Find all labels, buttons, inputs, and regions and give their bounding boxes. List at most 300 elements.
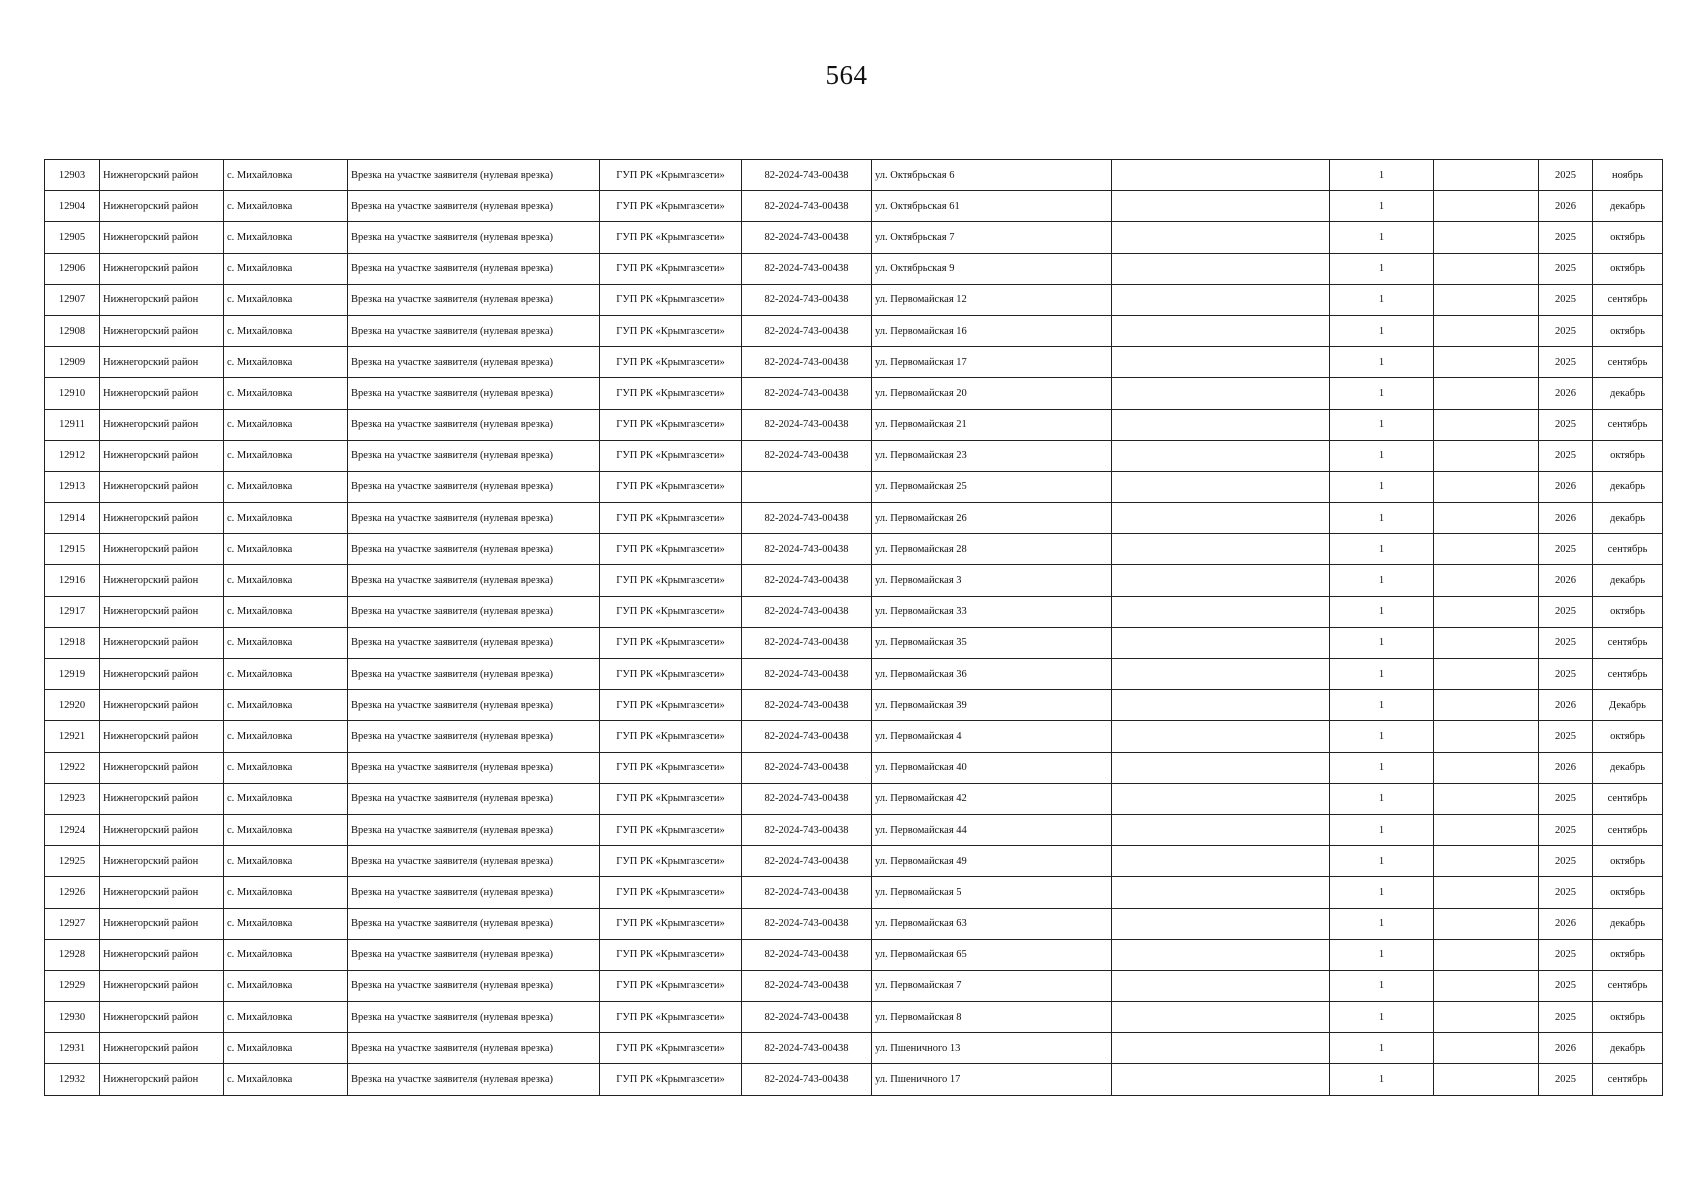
row-number-cell: 12920 xyxy=(45,690,100,721)
settlement-cell: с. Михайловка xyxy=(224,752,348,783)
empty-cell xyxy=(1112,659,1330,690)
organization-cell: ГУП РК «Крымгазсети» xyxy=(600,253,742,284)
row-number-cell: 12926 xyxy=(45,877,100,908)
address-cell: ул. Первомайская 42 xyxy=(872,783,1112,814)
district-cell: Нижнегорский район xyxy=(100,1033,224,1064)
row-number-cell: 12915 xyxy=(45,534,100,565)
empty-cell xyxy=(1112,378,1330,409)
table-row xyxy=(45,471,1663,502)
row-number-cell: 12914 xyxy=(45,503,100,534)
empty-cell xyxy=(1434,877,1539,908)
empty-cell xyxy=(1112,939,1330,970)
month-cell: сентябрь xyxy=(1593,1064,1663,1095)
settlement-cell: с. Михайловка xyxy=(224,503,348,534)
empty-cell xyxy=(1112,565,1330,596)
empty-cell xyxy=(1434,284,1539,315)
settlement-cell: с. Михайловка xyxy=(224,627,348,658)
organization-cell: ГУП РК «Крымгазсети» xyxy=(600,690,742,721)
month-cell: сентябрь xyxy=(1593,627,1663,658)
quantity-cell: 1 xyxy=(1330,939,1434,970)
contract-number-cell: 82-2024-743-00438 xyxy=(742,1002,872,1033)
registry-table xyxy=(44,159,1663,1096)
row-number-cell: 12904 xyxy=(45,191,100,222)
settlement-cell: с. Михайловка xyxy=(224,347,348,378)
contract-number-cell: 82-2024-743-00438 xyxy=(742,877,872,908)
settlement-cell: с. Михайловка xyxy=(224,596,348,627)
district-cell: Нижнегорский район xyxy=(100,1002,224,1033)
address-cell: ул. Первомайская 20 xyxy=(872,378,1112,409)
row-number-cell: 12928 xyxy=(45,939,100,970)
district-cell: Нижнегорский район xyxy=(100,471,224,502)
settlement-cell: с. Михайловка xyxy=(224,783,348,814)
month-cell: сентябрь xyxy=(1593,970,1663,1001)
contract-number-cell: 82-2024-743-00438 xyxy=(742,1033,872,1064)
month-cell: сентябрь xyxy=(1593,284,1663,315)
work-type-cell: Врезка на участке заявителя (нулевая врезка) xyxy=(348,440,600,471)
year-cell: 2025 xyxy=(1539,783,1593,814)
work-type-cell: Врезка на участке заявителя (нулевая врезка) xyxy=(348,378,600,409)
work-type-cell: Врезка на участке заявителя (нулевая врезка) xyxy=(348,783,600,814)
quantity-cell: 1 xyxy=(1330,503,1434,534)
work-type-cell: Врезка на участке заявителя (нулевая врезка) xyxy=(348,877,600,908)
district-cell: Нижнегорский район xyxy=(100,627,224,658)
row-number-cell: 12930 xyxy=(45,1002,100,1033)
quantity-cell: 1 xyxy=(1330,1033,1434,1064)
month-cell: сентябрь xyxy=(1593,347,1663,378)
empty-cell xyxy=(1112,347,1330,378)
contract-number-cell: 82-2024-743-00438 xyxy=(742,347,872,378)
table-row xyxy=(45,253,1663,284)
organization-cell: ГУП РК «Крымгазсети» xyxy=(600,409,742,440)
month-cell: сентябрь xyxy=(1593,814,1663,845)
district-cell: Нижнегорский район xyxy=(100,908,224,939)
row-number-cell: 12924 xyxy=(45,814,100,845)
month-cell: декабрь xyxy=(1593,752,1663,783)
page-number: 564 xyxy=(825,60,868,90)
organization-cell: ГУП РК «Крымгазсети» xyxy=(600,908,742,939)
organization-cell: ГУП РК «Крымгазсети» xyxy=(600,846,742,877)
contract-number-cell: 82-2024-743-00438 xyxy=(742,222,872,253)
contract-number-cell: 82-2024-743-00438 xyxy=(742,970,872,1001)
month-cell: декабрь xyxy=(1593,471,1663,502)
row-number-cell: 12921 xyxy=(45,721,100,752)
contract-number-cell: 82-2024-743-00438 xyxy=(742,939,872,970)
empty-cell xyxy=(1434,596,1539,627)
address-cell: ул. Первомайская 65 xyxy=(872,939,1112,970)
year-cell: 2025 xyxy=(1539,284,1593,315)
table-row xyxy=(45,534,1663,565)
contract-number-cell: 82-2024-743-00438 xyxy=(742,596,872,627)
district-cell: Нижнегорский район xyxy=(100,191,224,222)
empty-cell xyxy=(1112,721,1330,752)
contract-number-cell: 82-2024-743-00438 xyxy=(742,503,872,534)
settlement-cell: с. Михайловка xyxy=(224,939,348,970)
row-number-cell: 12907 xyxy=(45,284,100,315)
contract-number-cell: 82-2024-743-00438 xyxy=(742,534,872,565)
row-number-cell: 12905 xyxy=(45,222,100,253)
empty-cell xyxy=(1434,939,1539,970)
organization-cell: ГУП РК «Крымгазсети» xyxy=(600,877,742,908)
contract-number-cell: 82-2024-743-00438 xyxy=(742,160,872,191)
district-cell: Нижнегорский район xyxy=(100,690,224,721)
empty-cell xyxy=(1112,253,1330,284)
settlement-cell: с. Михайловка xyxy=(224,253,348,284)
settlement-cell: с. Михайловка xyxy=(224,160,348,191)
year-cell: 2026 xyxy=(1539,191,1593,222)
table-row xyxy=(45,877,1663,908)
organization-cell: ГУП РК «Крымгазсети» xyxy=(600,222,742,253)
empty-cell xyxy=(1434,191,1539,222)
empty-cell xyxy=(1434,378,1539,409)
quantity-cell: 1 xyxy=(1330,690,1434,721)
table-row xyxy=(45,315,1663,346)
address-cell: ул. Первомайская 49 xyxy=(872,846,1112,877)
district-cell: Нижнегорский район xyxy=(100,440,224,471)
quantity-cell: 1 xyxy=(1330,846,1434,877)
table-row xyxy=(45,565,1663,596)
row-number-cell: 12903 xyxy=(45,160,100,191)
address-cell: ул. Первомайская 36 xyxy=(872,659,1112,690)
empty-cell xyxy=(1112,222,1330,253)
month-cell: октябрь xyxy=(1593,1002,1663,1033)
quantity-cell: 1 xyxy=(1330,1064,1434,1095)
empty-cell xyxy=(1434,222,1539,253)
organization-cell: ГУП РК «Крымгазсети» xyxy=(600,315,742,346)
year-cell: 2025 xyxy=(1539,1002,1593,1033)
table-row xyxy=(45,721,1663,752)
settlement-cell: с. Михайловка xyxy=(224,409,348,440)
quantity-cell: 1 xyxy=(1330,440,1434,471)
organization-cell: ГУП РК «Крымгазсети» xyxy=(600,721,742,752)
table-row xyxy=(45,160,1663,191)
work-type-cell: Врезка на участке заявителя (нулевая врезка) xyxy=(348,191,600,222)
empty-cell xyxy=(1434,503,1539,534)
table-row xyxy=(45,191,1663,222)
row-number-cell: 12917 xyxy=(45,596,100,627)
month-cell: декабрь xyxy=(1593,191,1663,222)
district-cell: Нижнегорский район xyxy=(100,347,224,378)
address-cell: ул. Первомайская 25 xyxy=(872,471,1112,502)
row-number-cell: 12918 xyxy=(45,627,100,658)
work-type-cell: Врезка на участке заявителя (нулевая врезка) xyxy=(348,814,600,845)
empty-cell xyxy=(1112,315,1330,346)
district-cell: Нижнегорский район xyxy=(100,409,224,440)
month-cell: декабрь xyxy=(1593,378,1663,409)
quantity-cell: 1 xyxy=(1330,160,1434,191)
empty-cell xyxy=(1112,440,1330,471)
address-cell: ул. Октябрьская 9 xyxy=(872,253,1112,284)
organization-cell: ГУП РК «Крымгазсети» xyxy=(600,659,742,690)
quantity-cell: 1 xyxy=(1330,659,1434,690)
organization-cell: ГУП РК «Крымгазсети» xyxy=(600,970,742,1001)
district-cell: Нижнегорский район xyxy=(100,752,224,783)
year-cell: 2025 xyxy=(1539,440,1593,471)
organization-cell: ГУП РК «Крымгазсети» xyxy=(600,284,742,315)
settlement-cell: с. Михайловка xyxy=(224,534,348,565)
table-row xyxy=(45,627,1663,658)
empty-cell xyxy=(1112,783,1330,814)
address-cell: ул. Первомайская 28 xyxy=(872,534,1112,565)
work-type-cell: Врезка на участке заявителя (нулевая врезка) xyxy=(348,534,600,565)
organization-cell: ГУП РК «Крымгазсети» xyxy=(600,378,742,409)
empty-cell xyxy=(1112,690,1330,721)
empty-cell xyxy=(1434,627,1539,658)
table-row xyxy=(45,222,1663,253)
row-number-cell: 12929 xyxy=(45,970,100,1001)
work-type-cell: Врезка на участке заявителя (нулевая врезка) xyxy=(348,1064,600,1095)
empty-cell xyxy=(1112,970,1330,1001)
year-cell: 2025 xyxy=(1539,534,1593,565)
work-type-cell: Врезка на участке заявителя (нулевая врезка) xyxy=(348,284,600,315)
empty-cell xyxy=(1112,877,1330,908)
address-cell: ул. Октябрьская 6 xyxy=(872,160,1112,191)
year-cell: 2026 xyxy=(1539,1033,1593,1064)
quantity-cell: 1 xyxy=(1330,721,1434,752)
settlement-cell: с. Михайловка xyxy=(224,1064,348,1095)
quantity-cell: 1 xyxy=(1330,347,1434,378)
row-number-cell: 12932 xyxy=(45,1064,100,1095)
contract-number-cell: 82-2024-743-00438 xyxy=(742,440,872,471)
contract-number-cell: 82-2024-743-00438 xyxy=(742,908,872,939)
empty-cell xyxy=(1434,409,1539,440)
row-number-cell: 12916 xyxy=(45,565,100,596)
organization-cell: ГУП РК «Крымгазсети» xyxy=(600,783,742,814)
empty-cell xyxy=(1434,908,1539,939)
district-cell: Нижнегорский район xyxy=(100,970,224,1001)
empty-cell xyxy=(1112,284,1330,315)
settlement-cell: с. Михайловка xyxy=(224,440,348,471)
table-row xyxy=(45,690,1663,721)
quantity-cell: 1 xyxy=(1330,814,1434,845)
empty-cell xyxy=(1112,1064,1330,1095)
month-cell: сентябрь xyxy=(1593,783,1663,814)
address-cell: ул. Первомайская 16 xyxy=(872,315,1112,346)
work-type-cell: Врезка на участке заявителя (нулевая врезка) xyxy=(348,690,600,721)
year-cell: 2026 xyxy=(1539,378,1593,409)
work-type-cell: Врезка на участке заявителя (нулевая врезка) xyxy=(348,659,600,690)
row-number-cell: 12906 xyxy=(45,253,100,284)
work-type-cell: Врезка на участке заявителя (нулевая врезка) xyxy=(348,939,600,970)
empty-cell xyxy=(1112,596,1330,627)
empty-cell xyxy=(1434,659,1539,690)
quantity-cell: 1 xyxy=(1330,284,1434,315)
organization-cell: ГУП РК «Крымгазсети» xyxy=(600,752,742,783)
settlement-cell: с. Михайловка xyxy=(224,565,348,596)
year-cell: 2026 xyxy=(1539,503,1593,534)
organization-cell: ГУП РК «Крымгазсети» xyxy=(600,627,742,658)
settlement-cell: с. Михайловка xyxy=(224,191,348,222)
quantity-cell: 1 xyxy=(1330,534,1434,565)
quantity-cell: 1 xyxy=(1330,1002,1434,1033)
settlement-cell: с. Михайловка xyxy=(224,846,348,877)
year-cell: 2025 xyxy=(1539,970,1593,1001)
address-cell: ул. Первомайская 35 xyxy=(872,627,1112,658)
month-cell: декабрь xyxy=(1593,908,1663,939)
year-cell: 2025 xyxy=(1539,814,1593,845)
contract-number-cell xyxy=(742,471,872,502)
month-cell: сентябрь xyxy=(1593,409,1663,440)
organization-cell: ГУП РК «Крымгазсети» xyxy=(600,534,742,565)
empty-cell xyxy=(1434,565,1539,596)
contract-number-cell: 82-2024-743-00438 xyxy=(742,565,872,596)
year-cell: 2025 xyxy=(1539,160,1593,191)
table-row xyxy=(45,908,1663,939)
month-cell: декабрь xyxy=(1593,1033,1663,1064)
row-number-cell: 12909 xyxy=(45,347,100,378)
work-type-cell: Врезка на участке заявителя (нулевая врезка) xyxy=(348,752,600,783)
address-cell: ул. Первомайская 44 xyxy=(872,814,1112,845)
row-number-cell: 12910 xyxy=(45,378,100,409)
month-cell: Декабрь xyxy=(1593,690,1663,721)
table-row xyxy=(45,503,1663,534)
table-row xyxy=(45,783,1663,814)
contract-number-cell: 82-2024-743-00438 xyxy=(742,191,872,222)
district-cell: Нижнегорский район xyxy=(100,222,224,253)
work-type-cell: Врезка на участке заявителя (нулевая врезка) xyxy=(348,409,600,440)
settlement-cell: с. Михайловка xyxy=(224,877,348,908)
district-cell: Нижнегорский район xyxy=(100,315,224,346)
contract-number-cell: 82-2024-743-00438 xyxy=(742,253,872,284)
address-cell: ул. Первомайская 5 xyxy=(872,877,1112,908)
work-type-cell: Врезка на участке заявителя (нулевая врезка) xyxy=(348,1002,600,1033)
work-type-cell: Врезка на участке заявителя (нулевая врезка) xyxy=(348,253,600,284)
settlement-cell: с. Михайловка xyxy=(224,1002,348,1033)
empty-cell xyxy=(1434,752,1539,783)
table-row xyxy=(45,846,1663,877)
organization-cell: ГУП РК «Крымгазсети» xyxy=(600,1064,742,1095)
address-cell: ул. Первомайская 7 xyxy=(872,970,1112,1001)
organization-cell: ГУП РК «Крымгазсети» xyxy=(600,160,742,191)
contract-number-cell: 82-2024-743-00438 xyxy=(742,315,872,346)
empty-cell xyxy=(1112,1033,1330,1064)
address-cell: ул. Октябрьская 61 xyxy=(872,191,1112,222)
row-number-cell: 12931 xyxy=(45,1033,100,1064)
empty-cell xyxy=(1434,721,1539,752)
table-row xyxy=(45,659,1663,690)
year-cell: 2025 xyxy=(1539,877,1593,908)
address-cell: ул. Первомайская 17 xyxy=(872,347,1112,378)
empty-cell xyxy=(1112,908,1330,939)
empty-cell xyxy=(1434,783,1539,814)
row-number-cell: 12908 xyxy=(45,315,100,346)
contract-number-cell: 82-2024-743-00438 xyxy=(742,409,872,440)
table-row xyxy=(45,752,1663,783)
work-type-cell: Врезка на участке заявителя (нулевая врезка) xyxy=(348,565,600,596)
district-cell: Нижнегорский район xyxy=(100,565,224,596)
row-number-cell: 12922 xyxy=(45,752,100,783)
empty-cell xyxy=(1434,160,1539,191)
address-cell: ул. Первомайская 4 xyxy=(872,721,1112,752)
empty-cell xyxy=(1434,970,1539,1001)
row-number-cell: 12913 xyxy=(45,471,100,502)
address-cell: ул. Первомайская 3 xyxy=(872,565,1112,596)
quantity-cell: 1 xyxy=(1330,378,1434,409)
address-cell: ул. Первомайская 12 xyxy=(872,284,1112,315)
month-cell: октябрь xyxy=(1593,721,1663,752)
month-cell: октябрь xyxy=(1593,939,1663,970)
contract-number-cell: 82-2024-743-00438 xyxy=(742,627,872,658)
empty-cell xyxy=(1112,160,1330,191)
quantity-cell: 1 xyxy=(1330,783,1434,814)
district-cell: Нижнегорский район xyxy=(100,284,224,315)
settlement-cell: с. Михайловка xyxy=(224,471,348,502)
address-cell: ул. Первомайская 39 xyxy=(872,690,1112,721)
empty-cell xyxy=(1112,1002,1330,1033)
empty-cell xyxy=(1434,1064,1539,1095)
district-cell: Нижнегорский район xyxy=(100,503,224,534)
work-type-cell: Врезка на участке заявителя (нулевая врезка) xyxy=(348,503,600,534)
district-cell: Нижнегорский район xyxy=(100,1064,224,1095)
quantity-cell: 1 xyxy=(1330,596,1434,627)
district-cell: Нижнегорский район xyxy=(100,846,224,877)
contract-number-cell: 82-2024-743-00438 xyxy=(742,783,872,814)
year-cell: 2026 xyxy=(1539,690,1593,721)
work-type-cell: Врезка на участке заявителя (нулевая врезка) xyxy=(348,721,600,752)
settlement-cell: с. Михайловка xyxy=(224,1033,348,1064)
year-cell: 2025 xyxy=(1539,253,1593,284)
work-type-cell: Врезка на участке заявителя (нулевая врезка) xyxy=(348,1033,600,1064)
quantity-cell: 1 xyxy=(1330,191,1434,222)
work-type-cell: Врезка на участке заявителя (нулевая врезка) xyxy=(348,970,600,1001)
table-row xyxy=(45,409,1663,440)
contract-number-cell: 82-2024-743-00438 xyxy=(742,814,872,845)
work-type-cell: Врезка на участке заявителя (нулевая врезка) xyxy=(348,222,600,253)
district-cell: Нижнегорский район xyxy=(100,378,224,409)
empty-cell xyxy=(1112,534,1330,565)
work-type-cell: Врезка на участке заявителя (нулевая врезка) xyxy=(348,471,600,502)
address-cell: ул. Пшеничного 17 xyxy=(872,1064,1112,1095)
district-cell: Нижнегорский район xyxy=(100,659,224,690)
quantity-cell: 1 xyxy=(1330,222,1434,253)
table-row xyxy=(45,970,1663,1001)
month-cell: декабрь xyxy=(1593,503,1663,534)
empty-cell xyxy=(1112,627,1330,658)
quantity-cell: 1 xyxy=(1330,908,1434,939)
year-cell: 2025 xyxy=(1539,596,1593,627)
settlement-cell: с. Михайловка xyxy=(224,659,348,690)
quantity-cell: 1 xyxy=(1330,752,1434,783)
year-cell: 2025 xyxy=(1539,659,1593,690)
month-cell: декабрь xyxy=(1593,565,1663,596)
contract-number-cell: 82-2024-743-00438 xyxy=(742,846,872,877)
district-cell: Нижнегорский район xyxy=(100,814,224,845)
organization-cell: ГУП РК «Крымгазсети» xyxy=(600,503,742,534)
table-row xyxy=(45,378,1663,409)
settlement-cell: с. Михайловка xyxy=(224,721,348,752)
district-cell: Нижнегорский район xyxy=(100,877,224,908)
contract-number-cell: 82-2024-743-00438 xyxy=(742,721,872,752)
month-cell: октябрь xyxy=(1593,315,1663,346)
empty-cell xyxy=(1434,1002,1539,1033)
work-type-cell: Врезка на участке заявителя (нулевая врезка) xyxy=(348,627,600,658)
settlement-cell: с. Михайловка xyxy=(224,222,348,253)
organization-cell: ГУП РК «Крымгазсети» xyxy=(600,939,742,970)
address-cell: ул. Первомайская 40 xyxy=(872,752,1112,783)
empty-cell xyxy=(1434,1033,1539,1064)
address-cell: ул. Первомайская 63 xyxy=(872,908,1112,939)
empty-cell xyxy=(1434,690,1539,721)
quantity-cell: 1 xyxy=(1330,970,1434,1001)
year-cell: 2025 xyxy=(1539,721,1593,752)
registry-body xyxy=(45,160,1663,1096)
quantity-cell: 1 xyxy=(1330,253,1434,284)
quantity-cell: 1 xyxy=(1330,471,1434,502)
table-row xyxy=(45,284,1663,315)
settlement-cell: с. Михайловка xyxy=(224,814,348,845)
empty-cell xyxy=(1434,440,1539,471)
district-cell: Нижнегорский район xyxy=(100,596,224,627)
month-cell: сентябрь xyxy=(1593,534,1663,565)
